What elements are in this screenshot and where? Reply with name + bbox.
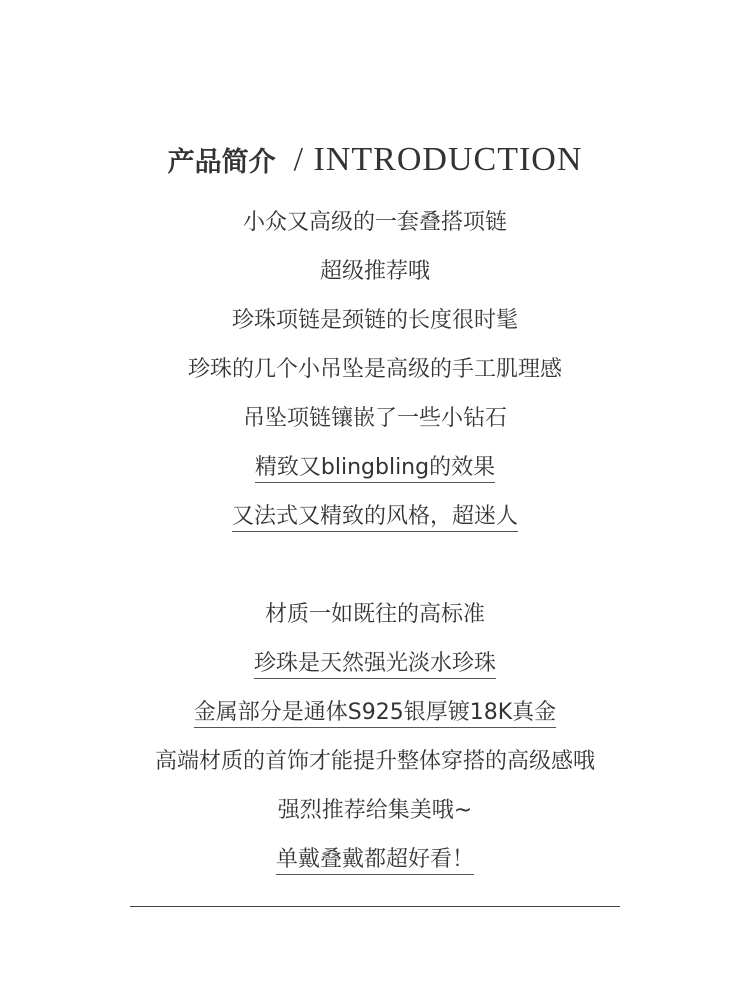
description-line: 又法式又精致的风格，超迷人 <box>0 492 750 541</box>
description-line: 吊坠项链镶嵌了一些小钻石 <box>242 406 507 431</box>
product-description <box>0 198 750 884</box>
description-line: 珍珠的几个小吊坠是高级的手工肌理感 <box>187 357 562 382</box>
description-line: 精致又blingbling的效果 <box>0 443 750 492</box>
bottom-divider <box>130 906 620 907</box>
description-line: 珍珠是天然强光淡水珍珠 <box>0 639 750 688</box>
description-line: 超级推荐哦 <box>319 259 430 284</box>
description-line: 金属部分是通体S925银厚镀18K真金 <box>0 688 750 737</box>
section-title-chinese: 产品简介 <box>167 147 276 178</box>
section-title-english: / INTRODUCTION <box>293 140 583 178</box>
description-line: 材质一如既往的高标准 <box>264 602 485 627</box>
blank-line <box>0 541 750 590</box>
description-line: 高端材质的首饰才能提升整体穿搭的高级感哦 <box>154 749 595 774</box>
section-header <box>0 140 750 179</box>
description-line: 强烈推荐给集美哦~ <box>277 798 473 823</box>
description-line: 单戴叠戴都超好看！ <box>0 835 750 884</box>
description-line: 珍珠项链是颈链的长度很时髦 <box>231 308 518 333</box>
description-line: 小众又高级的一套叠搭项链 <box>242 210 507 235</box>
